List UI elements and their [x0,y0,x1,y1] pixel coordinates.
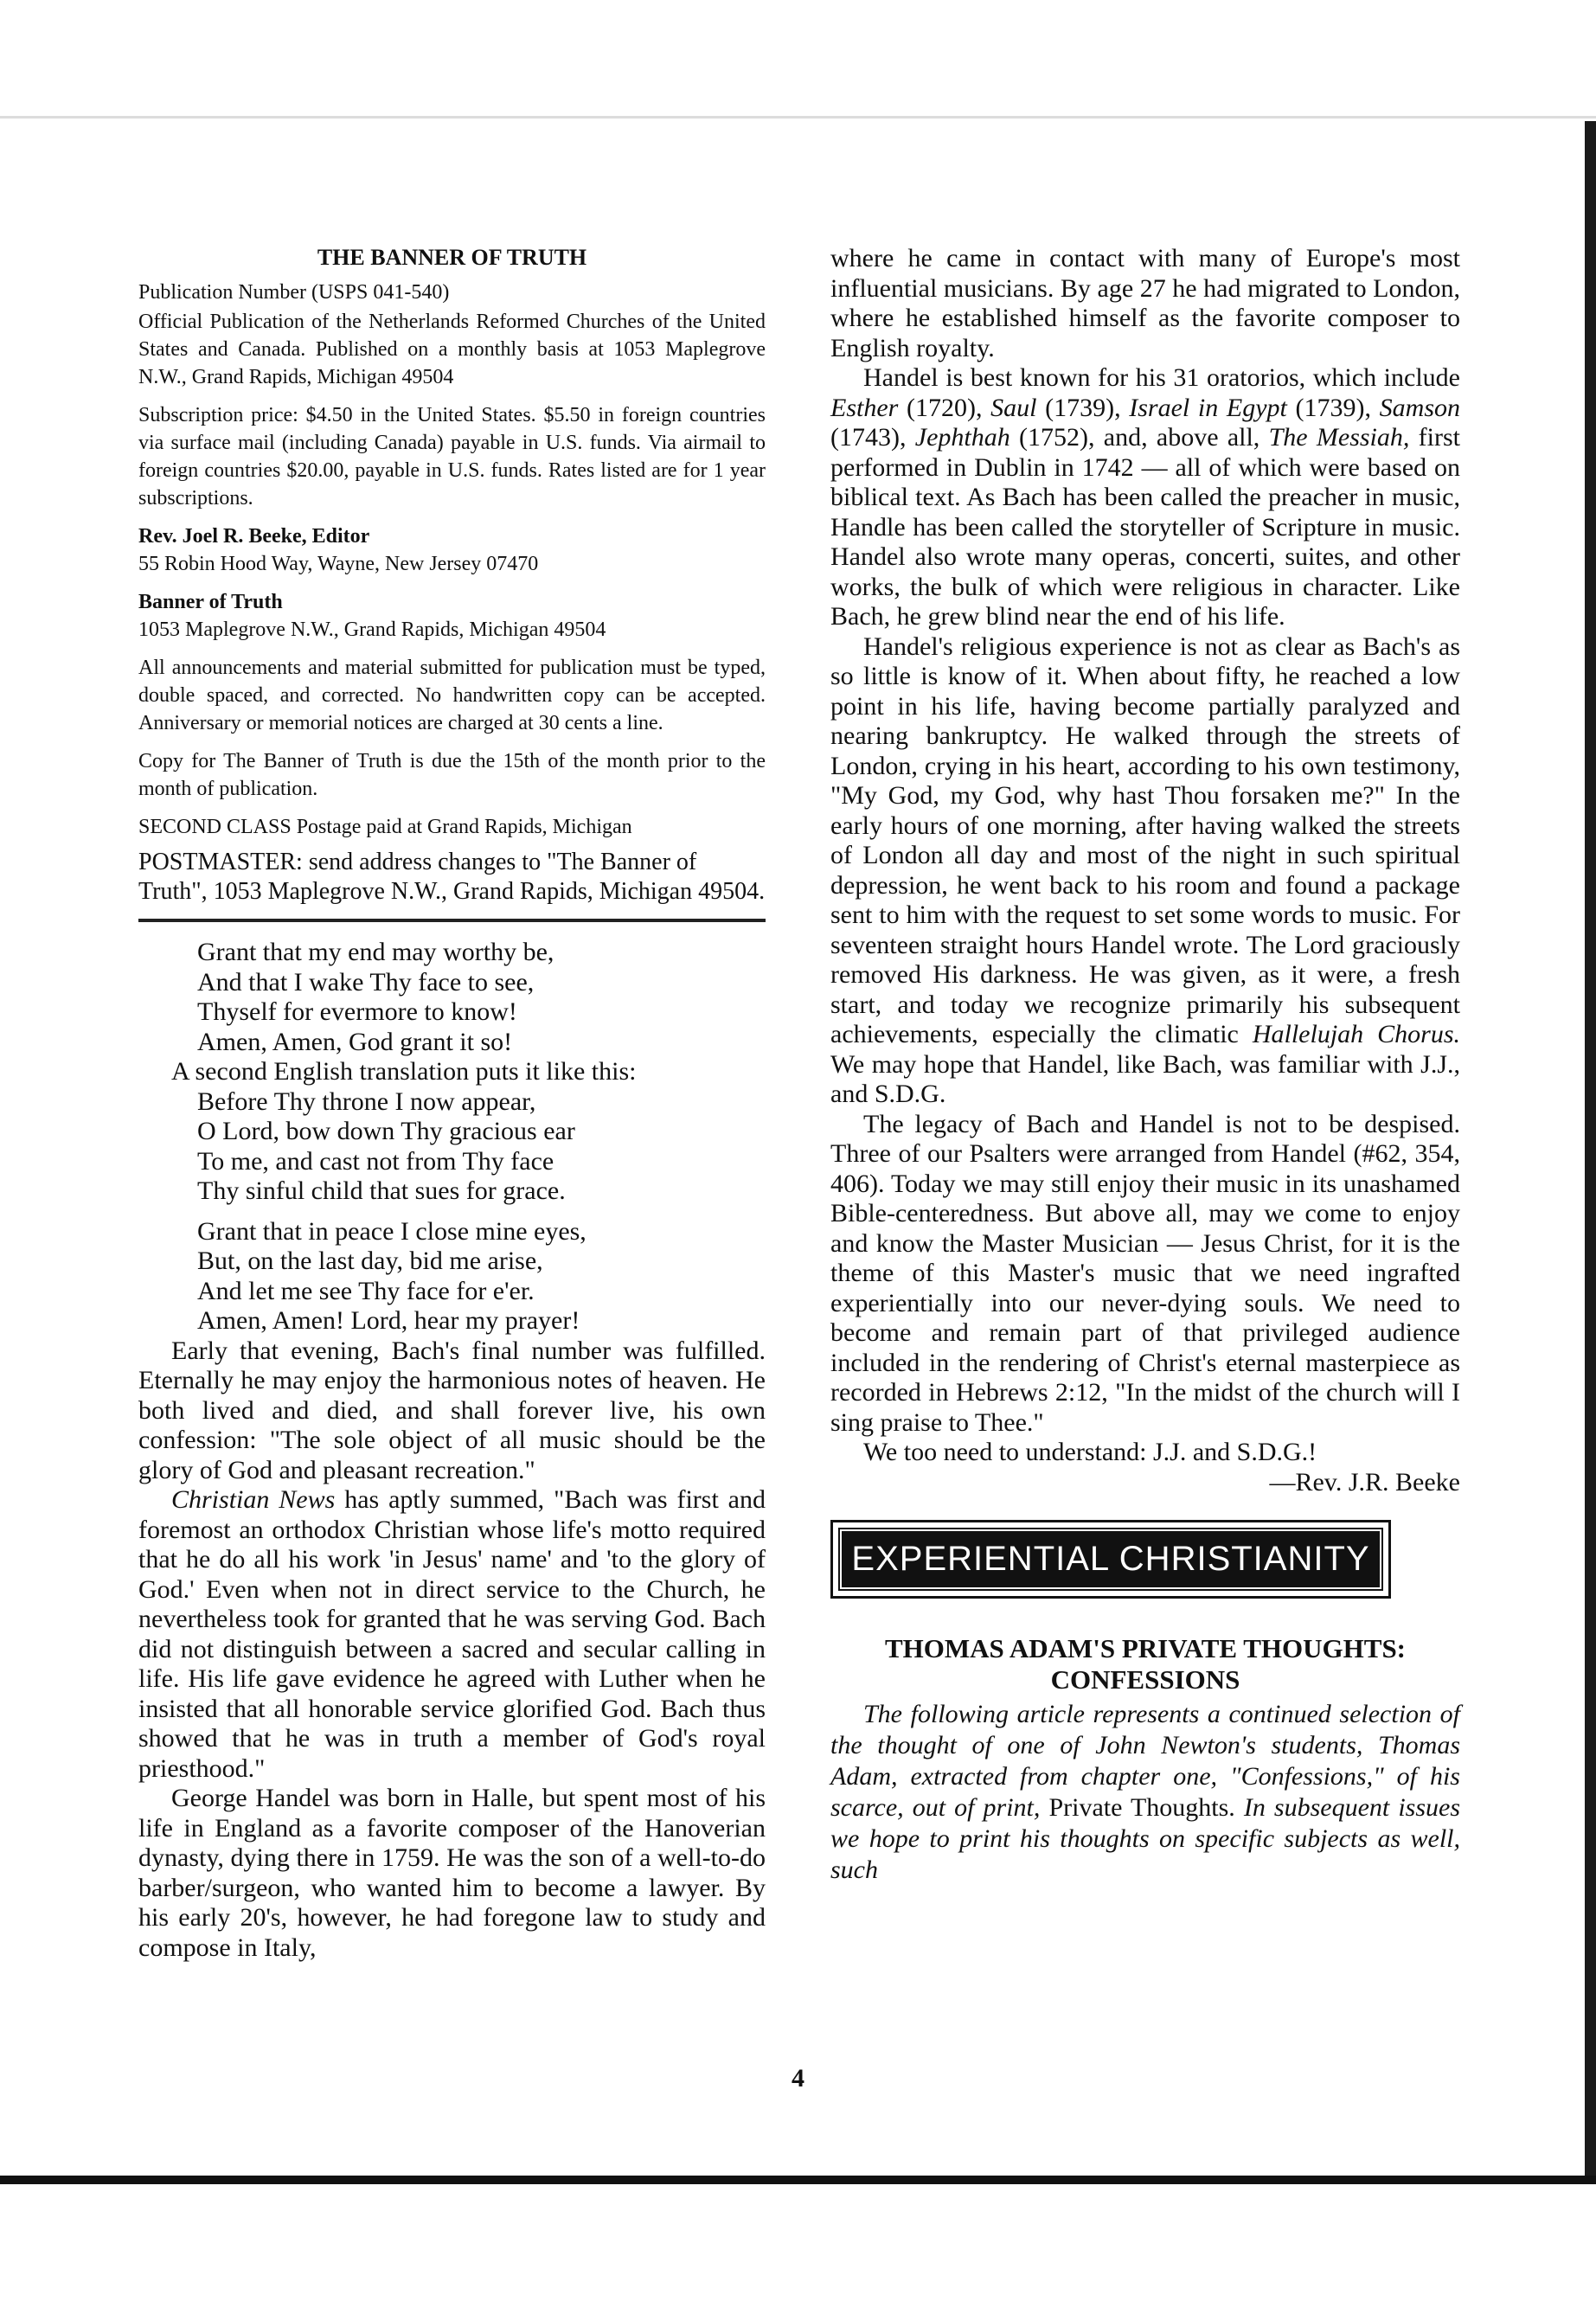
verse-line: And that I wake Thy face to see, [197,967,535,997]
article-title-line: THOMAS ADAM'S PRIVATE THOUGHTS: [884,1633,1407,1663]
article-title-line: CONFESSIONS [1050,1664,1240,1695]
editor-block [138,522,766,578]
verse-line: Amen, Amen, God grant it so! [197,1027,513,1056]
text: Handel's religious experience is not as clear as Bach's as so little is know of it. When about fifty, he reached a low point in his life, having become partially paralyzed and nearing bankruptcy. He walked through the streets of London, crying in his heart, according to his own testimony, "My God, my God, why hast Thou forsaken me?" In the early hours of one morning, after having walked the streets of London all day and most of the night in such spiritual depression, he went back to his room and found a package sent to him with the request to set some words to music. For seventeen straight hours Handel wrote. The Lord graciously removed His darkness. He was given, as it were, a fresh start, and today we recognize primarily his subsequent achievements, especially the climatic [830,631,1460,1048]
verse-stanza-2 [197,1087,766,1207]
masthead-divider [138,919,766,922]
verse-line: Thyself for evermore to know! [197,997,517,1026]
right-column [830,244,1460,1886]
page-number: 4 [792,2064,804,2093]
verse-stanza-1 [197,938,766,1057]
author-signature: —Rev. J.R. Beeke [1269,1467,1460,1497]
work-title: Jephthah [914,423,1010,452]
work-title: Esther [830,393,899,422]
announcements-note: All announcements and material submitted for publication must be typed, double spaced, and corrected. No handwritten copy can be accepted. Anniversary or memorial notices are charged at 30 cents a line. [138,657,766,734]
work-title: Samson [1379,393,1461,422]
verse-line: Thy sinful child that sues for grace. [197,1176,566,1205]
text: (1739), [1286,393,1380,422]
scan-edge [1585,121,1596,2180]
paragraph: We too need to understand: J.J. and S.D.G.! [863,1438,1317,1466]
postage-note: SECOND CLASS Postage paid at Grand Rapids, Michigan [138,816,632,838]
verse-line: Amen, Amen! Lord, hear my prayer! [197,1306,580,1335]
masthead [138,244,766,907]
article-intro [830,1699,1460,1886]
paragraph-text: has aptly summed, "Bach was first and foremost an orthodox Christian whose life's motto required that he do all his work 'in Jesus' name' and 'to the glory of God.' Even when not in direct service to the Church, he nevertheless took for granted that he was serving God. Bach did not distinguish between a sacred and secular calling in life. His life gave evidence he agreed with Luther when he insisted that all honorable service glorified God. Bach thus showed that he was in truth a member of God's royal priesthood." [138,1485,766,1783]
book-title: Private Thoughts. [1048,1793,1235,1822]
text: (1739), [1036,393,1130,422]
text: (1720), [898,393,991,422]
text: The following article represents a continued selection of the thought of one of John Newton's students, Thomas Adam, extracted from chapter one, "Confessions," of his scarce, out of print, [830,1700,1460,1822]
verse-line: Grant that my end may worthy be, [197,938,554,966]
text: We may hope that Handel, like Bach, was familiar with J.J., and S.D.G. [830,1049,1460,1108]
office-address: 1053 Maplegrove N.W., Grand Rapids, Michigan 49504 [138,619,606,641]
right-body [830,244,1460,1468]
text: (1752), and, above all, [1010,423,1269,452]
section-banner-text: EXPERIENTIAL CHRISTIANITY [840,1529,1381,1589]
paragraph: Early that evening, Bach's final number was fulfilled. Eternally he may enjoy the harmonious notes of heaven. He both lived and died, and shall forever live, his own confession: "The sole object of all music should be the glory of God and pleasant recreation." [138,1336,766,1484]
text: Handel is best known for his 31 oratorios, which include [863,363,1460,392]
text: first performed in Dublin in 1742 — all of which were based on biblical text. As Bach has been called the preacher in music, Handle has been called the storyteller of Scripture in music. Handel also wrote many operas, concerti, suites, and other works, the bulk of which were religious in character. Like Bach, he grew blind near the end of his life. [830,423,1461,631]
paragraph [830,363,1460,632]
section-banner [830,1520,1391,1599]
office-name: Banner of Truth [138,591,283,613]
paragraph: The legacy of Bach and Handel is not to be despised. Three of our Psalters were arranged from Handel (#62, 354, 406). Today we may still enjoy their music in its unashamed Bible-centeredness. But above all, may we come to enjoy and know the Master Musician — Jesus Christ, for it is the theme of this Master's music that we need ingrafted experientially into our never-dying souls. We need to become and remain part of that privileged audience included in the rendering of Christ's eternal masterpiece as recorded in Hebrews 2:12, "In the midst of the church will I sing praise to Thee." [830,1109,1460,1437]
left-body [138,1336,766,1964]
verse-stanza-3 [197,1217,766,1336]
work-title: Israel in Egypt [1129,393,1287,422]
official-publication: Official Publication of the Netherlands Reformed Churches of the United States and Canada. Published on a monthly basis at 1053 Maplegrove N.W., Grand Rapids, Michigan 49504 [138,311,766,388]
paragraph: George Handel was born in Halle, but spent most of his life in England as a favorite composer of the Hanoverian dynasty, dying there in 1759. He was the son of a well-to-do barber/surgeon, who wanted him to become a lawyer. By his early 20's, however, he had foregone law to study and compose in Italy, [138,1784,766,1962]
left-column [138,244,766,1963]
publication-name: Christian News [171,1485,336,1514]
paragraph: where he came in contact with many of Europe's most influential musicians. By age 27 he had migrated to London, where he established himself as the favorite composer to English royalty. [830,244,1460,362]
verse-line: Before Thy throne I now appear, [197,1086,536,1116]
copy-due-note: Copy for The Banner of Truth is due the 15th of the month prior to the month of publication. [138,750,766,800]
paragraph [138,1485,766,1784]
editor-address: 55 Robin Hood Way, Wayne, New Jersey 07470 [138,553,539,575]
postmaster-note: POSTMASTER: send address changes to "The Banner of Truth", 1053 Maplegrove N.W., Grand Rapids, Michigan 49504. [138,849,766,905]
translation-intro: A second English translation puts it like this: [171,1057,637,1086]
verse-line: Grant that in peace I close mine eyes, [197,1216,586,1246]
work-title: The Messiah, [1268,423,1410,452]
editor-name: Rev. Joel R. Beeke, Editor [138,525,370,548]
verse-line: To me, and cast not from Thy face [197,1146,554,1176]
translation-intro-wrap [138,1057,766,1087]
verse-line: O Lord, bow down Thy gracious ear [197,1117,575,1145]
work-title: Hallelujah Chorus. [1252,1020,1460,1048]
verse-line: But, on the last day, bid me arise, [197,1247,543,1275]
paragraph [830,632,1460,1110]
verse-line: And let me see Thy face for e'er. [197,1276,535,1305]
text: (1743), [830,423,915,452]
bottom-border [0,2176,1596,2184]
masthead-title: THE BANNER OF TRUTH [317,245,587,270]
work-title: Saul [990,393,1037,422]
publication-number: Publication Number (USPS 041-540) [138,281,450,304]
article-title [830,1633,1460,1695]
subscription-price: Subscription price: $4.50 in the United States. $5.50 in foreign countries via surface mail (including Canada) payable in U.S. funds. Via airmail to foreign countries $20.00, payable in U.S. funds. Rates listed are for 1 year subscriptions. [138,404,766,510]
text: In subsequent issues we hope to print his thoughts on specific subjects as well, such [830,1793,1460,1884]
top-rule [0,116,1596,119]
office-block [138,588,766,644]
